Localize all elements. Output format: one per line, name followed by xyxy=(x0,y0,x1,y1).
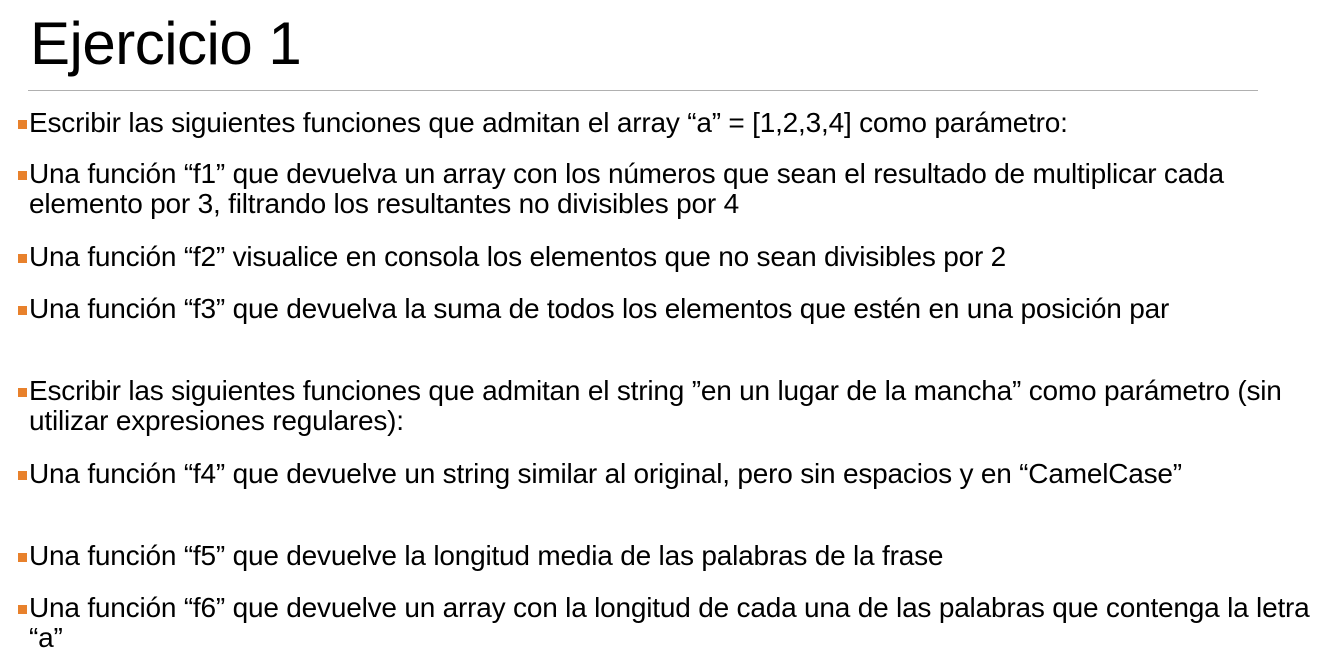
square-bullet-icon xyxy=(18,553,27,562)
square-bullet-icon xyxy=(18,254,27,263)
bullet-text: Escribir las siguientes funciones que admitan el array “a” = [1,2,3,4] como parámetro: xyxy=(29,107,1068,138)
bullet-text: Una función “f3” que devuelva la suma de todos los elementos que estén en una posición par xyxy=(29,293,1170,324)
bullet-text: Una función “f2” visualice en consola los elementos que no sean divisibles por 2 xyxy=(29,241,1007,272)
square-bullet-icon xyxy=(18,605,27,614)
bullet-text: Escribir las siguientes funciones que admitan el string ”en un lugar de la mancha” como parámetro (sin utilizar expresiones regulares): xyxy=(29,375,1282,436)
bullet-text: Una función “f4” que devuelve un string similar al original, pero sin espacios y en “CamelCase” xyxy=(29,458,1182,489)
slide-title: Ejercicio 1 xyxy=(30,10,302,77)
square-bullet-icon xyxy=(18,171,27,180)
title-divider xyxy=(28,90,1258,91)
square-bullet-icon xyxy=(18,306,27,315)
square-bullet-icon xyxy=(18,388,27,397)
bullet-text: Una función “f1” que devuelva un array con los números que sean el resultado de multiplicar cada elemento por 3, filtrando los resultantes no divisibles por 4 xyxy=(29,158,1224,219)
bullet-text: Una función “f5” que devuelve la longitud media de las palabras de la frase xyxy=(29,540,944,571)
square-bullet-icon xyxy=(18,120,27,129)
bullet-text: Una función “f6” que devuelve un array con la longitud de cada una de las palabras que contenga la letra “a” xyxy=(29,592,1310,653)
square-bullet-icon xyxy=(18,471,27,480)
